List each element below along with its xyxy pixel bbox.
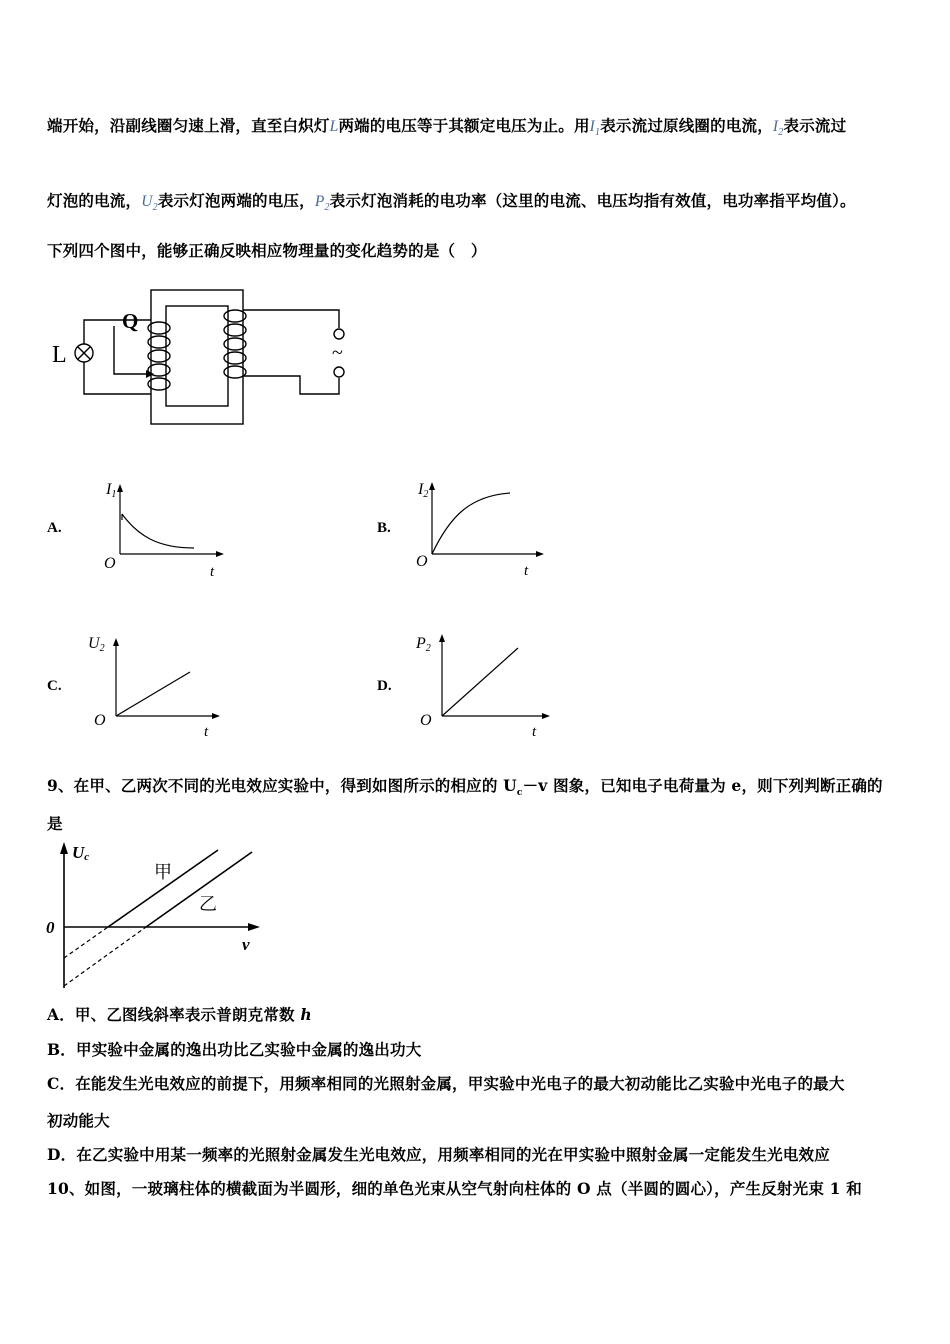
axis-y-label: U2 bbox=[88, 635, 105, 654]
q8-text-line-1: 端开始，沿副线圈匀速上滑，直至白炽灯L两端的电压等于其额定电压为止。用$I_1$表示流过原线圈的电流，$I_2$表示流过 bbox=[47, 116, 847, 139]
option-d-letter: D. bbox=[377, 678, 392, 694]
line-jia-extension bbox=[64, 927, 108, 958]
core-outer bbox=[151, 290, 243, 424]
q9-text-line-2: 是 bbox=[47, 814, 63, 833]
label-jia: 甲 bbox=[154, 862, 172, 882]
origin-label: O bbox=[420, 712, 432, 729]
option-b-graph bbox=[410, 476, 550, 586]
option-b-letter: B. bbox=[377, 520, 391, 536]
axis-y-label: P2 bbox=[416, 635, 431, 654]
origin-label: 0 bbox=[46, 918, 55, 937]
q10-text-line-1: 10、如图，一玻璃柱体的横截面为半圆形，细的单色光束从空气射向柱体的 O 点（半圆的圆心），产生反射光束 1 和 bbox=[47, 1179, 862, 1198]
linear-line bbox=[442, 648, 518, 716]
symbol-P2: $P_2$ bbox=[314, 193, 330, 214]
bulb-label: L bbox=[52, 342, 67, 368]
option-a-graph bbox=[98, 476, 228, 586]
origin-label: O bbox=[416, 553, 428, 570]
label-yi: 乙 bbox=[199, 894, 217, 914]
axis-x-label: v bbox=[242, 935, 250, 954]
slider-label: Q bbox=[122, 309, 139, 333]
symbol-I2: $I_2$ bbox=[772, 118, 784, 139]
q9-option-d: D．在乙实验中用某一频率的光照射金属发生光电效应，用频率相同的光在甲实验中照射金属一定能发生光电效应 bbox=[47, 1145, 830, 1164]
axis-x-label: t bbox=[210, 564, 215, 580]
axis-x-label: t bbox=[524, 563, 529, 579]
q9-option-c-line-2: 初动能大 bbox=[47, 1111, 110, 1130]
symbol-L: L bbox=[329, 118, 339, 135]
origin-label: O bbox=[104, 555, 116, 572]
uc-v-graph bbox=[44, 838, 274, 996]
core-inner bbox=[166, 306, 228, 406]
transformer-circuit-figure bbox=[48, 286, 358, 431]
q9-option-c-line-1: C．在能发生光电效应的前提下，用频率相同的光照射金属，甲实验中光电子的最大初动能比乙实验中光电子的最大 bbox=[47, 1074, 845, 1093]
decay-curve bbox=[122, 514, 194, 548]
ac-terminal-top bbox=[334, 329, 344, 339]
ac-symbol: ~ bbox=[332, 342, 343, 364]
axis-y-label: I1 bbox=[106, 481, 117, 500]
q8-text-line-2: 灯泡的电流，$U_2$表示灯泡两端的电压，$P_2$表示灯泡消耗的电功率（这里的电流、电压均指有效值，电功率指平均值）。 bbox=[47, 191, 856, 214]
axis-x-label: t bbox=[204, 724, 209, 740]
q9-text-line-1: 9、在甲、乙两次不同的光电效应实验中，得到如图所示的相应的 $U_c-v$ 图象，已知电子电荷量为 e，则下列判断正确的 bbox=[47, 776, 883, 799]
rising-curve bbox=[432, 493, 510, 554]
axis-y-label: I2 bbox=[418, 481, 429, 500]
option-c-graph bbox=[86, 628, 226, 743]
q8-text-line-3: 下列四个图中，能够正确反映相应物理量的变化趋势的是（ ） bbox=[47, 241, 487, 260]
origin-label: O bbox=[94, 712, 106, 729]
line-yi-extension bbox=[64, 927, 146, 986]
symbol-I1: $I_1$ bbox=[589, 118, 601, 139]
axis-y-label: Uc bbox=[72, 843, 90, 863]
q9-option-a: A．甲、乙图线斜率表示普朗克常数 h bbox=[47, 1005, 312, 1024]
option-c-letter: C. bbox=[47, 678, 62, 694]
axis-x-label: t bbox=[532, 724, 537, 740]
ac-terminal-bottom bbox=[334, 367, 344, 377]
option-d-graph bbox=[414, 628, 554, 743]
symbol-U2: $U_2$ bbox=[141, 193, 158, 214]
option-a-letter: A. bbox=[47, 520, 62, 536]
q9-option-b: B．甲实验中金属的逸出功比乙实验中金属的逸出功大 bbox=[47, 1040, 422, 1059]
linear-line bbox=[116, 672, 190, 716]
